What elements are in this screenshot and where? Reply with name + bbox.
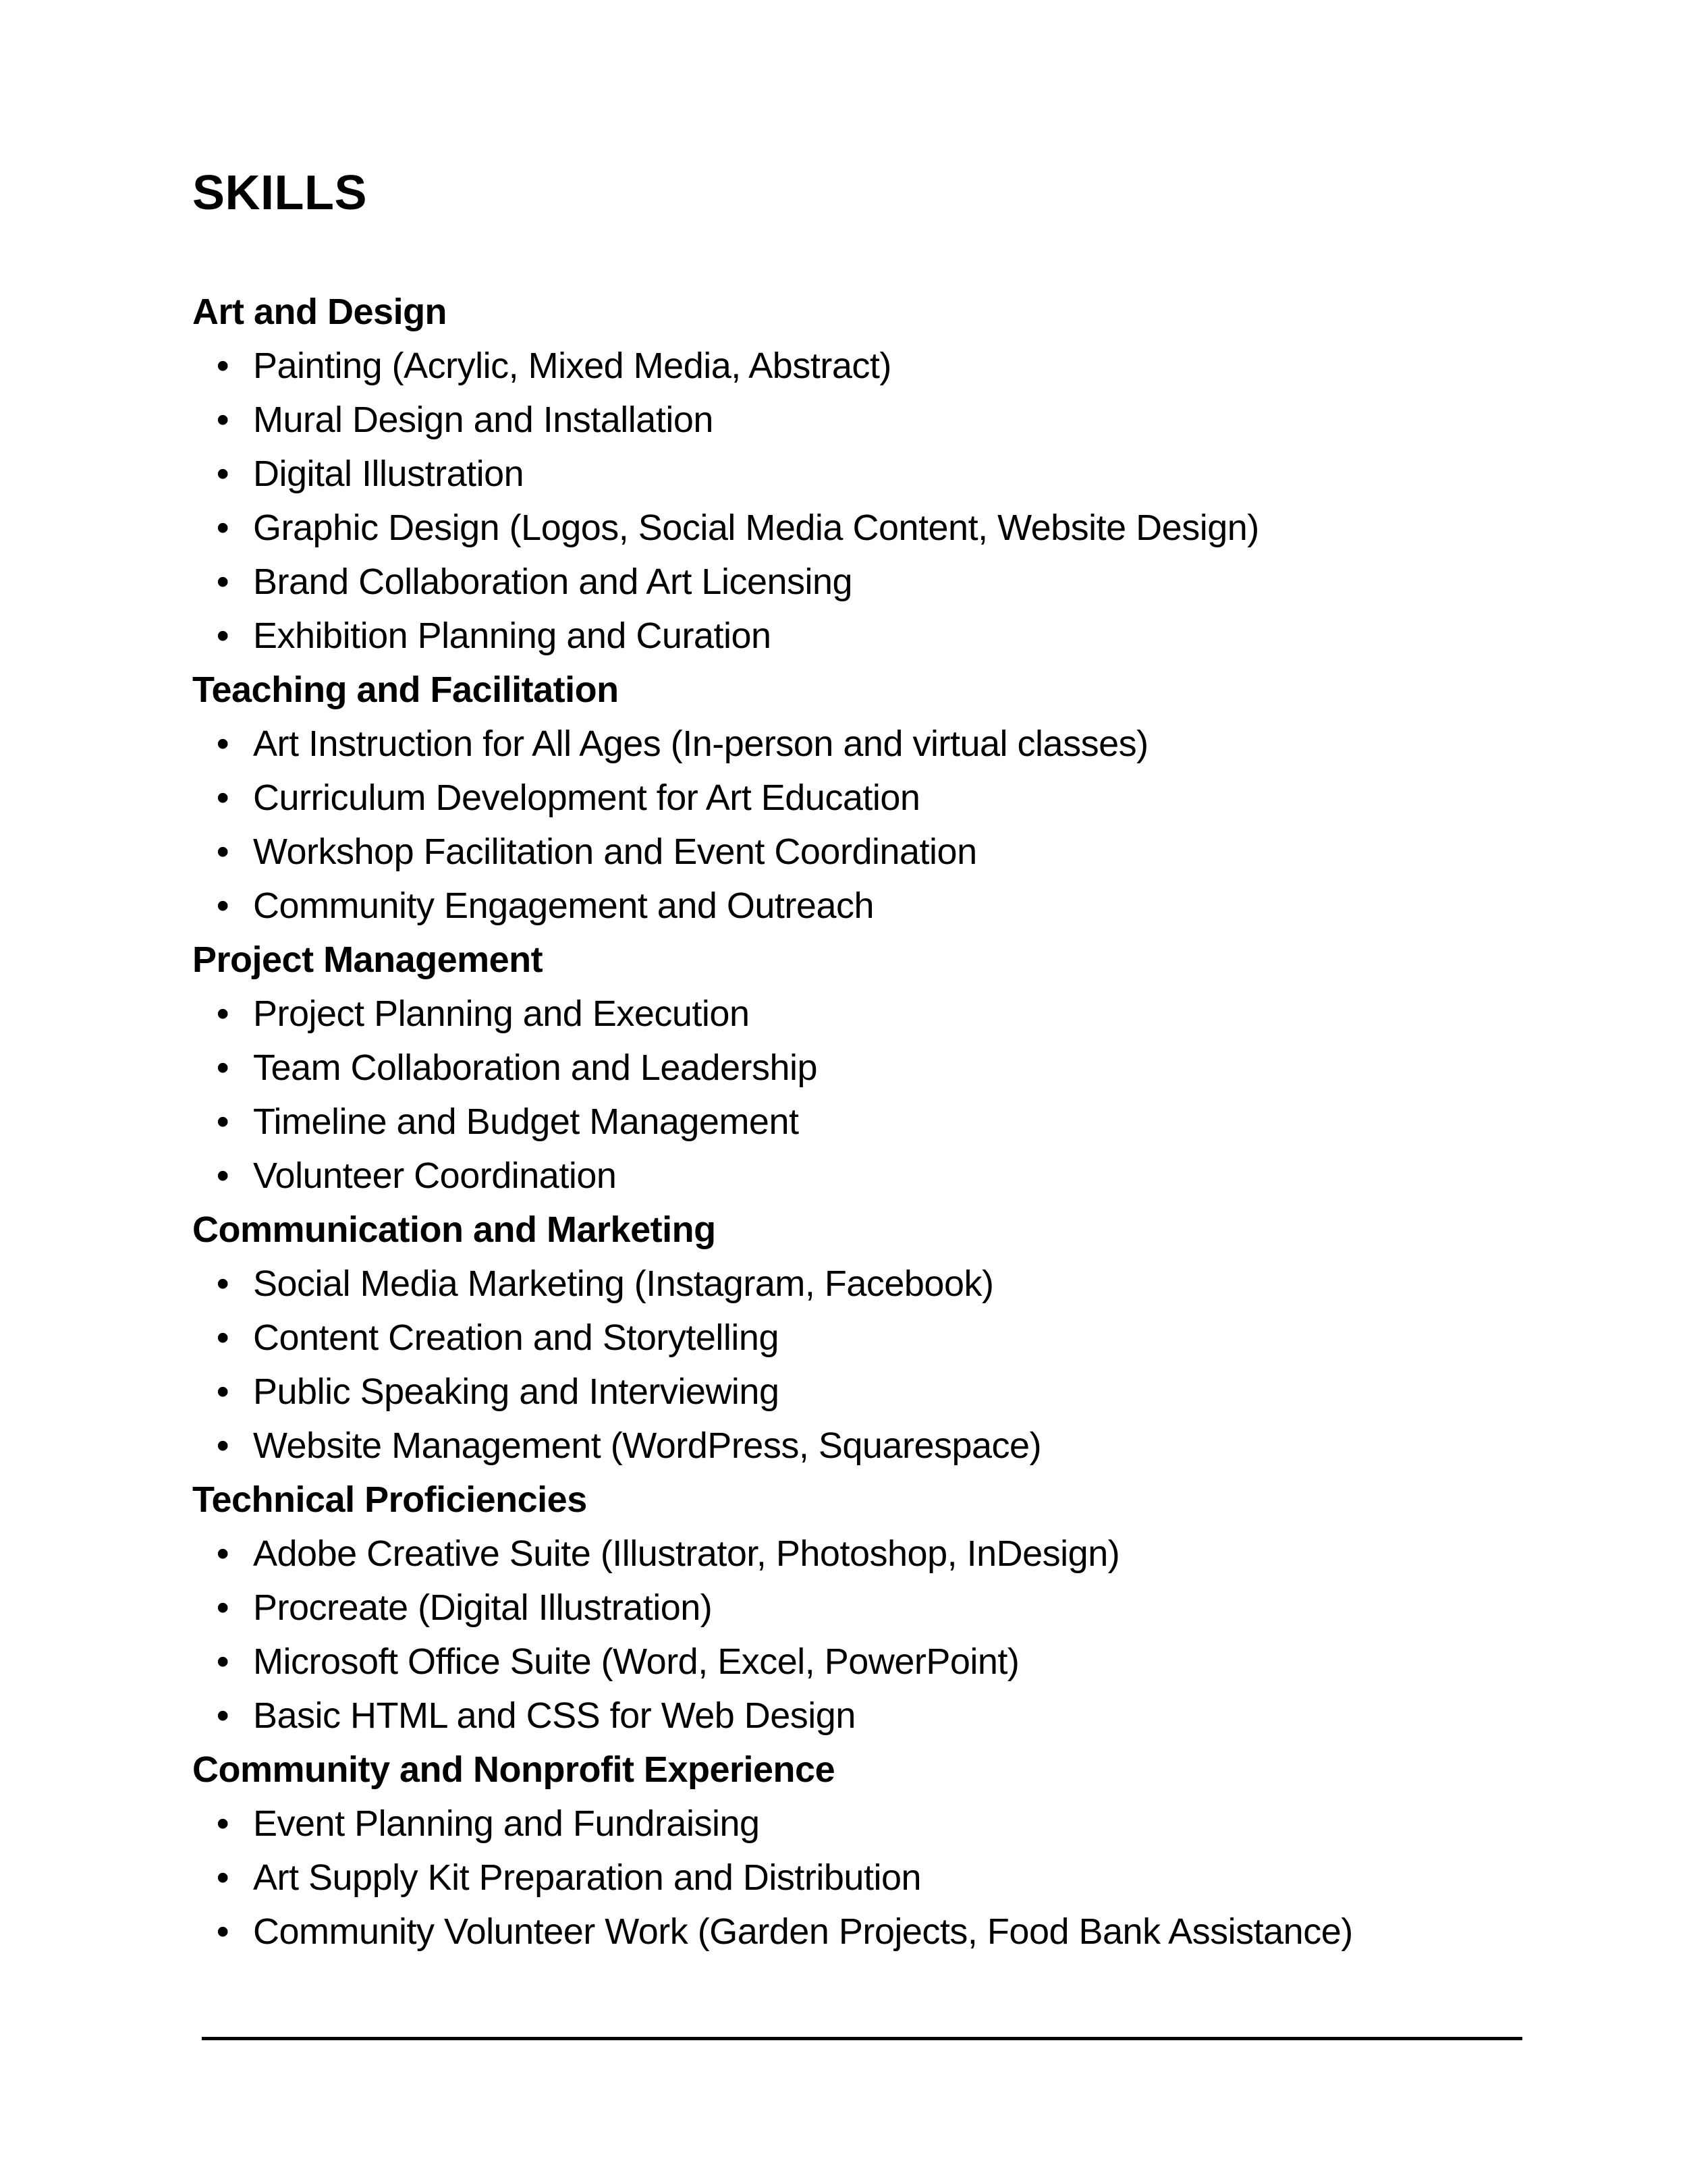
skill-item — [192, 1797, 1522, 1851]
skill-text: Website Management (WordPress, Squarespace) — [253, 1425, 1042, 1466]
skill-item — [192, 1419, 1522, 1473]
skill-item — [192, 987, 1522, 1041]
skill-text: Graphic Design (Logos, Social Media Content, Website Design) — [253, 508, 1259, 548]
bullet-icon: • — [216, 1911, 229, 1952]
bullet-icon: • — [216, 1317, 229, 1358]
skill-item — [192, 1257, 1522, 1311]
skill-text: Art Instruction for All Ages (In-person and virtual classes) — [253, 724, 1149, 764]
skill-item — [192, 1581, 1522, 1635]
skill-item — [192, 1635, 1522, 1689]
skill-text: Workshop Facilitation and Event Coordination — [253, 831, 977, 872]
skill-text: Exhibition Planning and Curation — [253, 616, 771, 656]
bullet-icon: • — [216, 1155, 229, 1196]
skill-text: Adobe Creative Suite (Illustrator, Photoshop, InDesign) — [253, 1533, 1120, 1574]
skill-text: Timeline and Budget Management — [253, 1101, 799, 1142]
skill-item — [192, 1041, 1522, 1095]
skill-text: Digital Illustration — [253, 454, 524, 494]
skills-list-art-and-design — [192, 339, 1522, 663]
bullet-icon: • — [216, 777, 229, 818]
bullet-icon: • — [216, 1803, 229, 1844]
bullet-icon: • — [216, 993, 229, 1034]
skill-text: Community Engagement and Outreach — [253, 885, 875, 926]
skill-text: Public Speaking and Interviewing — [253, 1371, 779, 1412]
skill-text: Project Planning and Execution — [253, 993, 750, 1034]
skill-text: Basic HTML and CSS for Web Design — [253, 1695, 856, 1736]
skill-item — [192, 447, 1522, 501]
skills-list-communication-and-marketing — [192, 1257, 1522, 1473]
skill-text: Procreate (Digital Illustration) — [253, 1587, 713, 1628]
bullet-icon: • — [216, 1101, 229, 1142]
bullet-icon: • — [216, 400, 229, 440]
skill-text: Social Media Marketing (Instagram, Facebook) — [253, 1263, 994, 1304]
skill-item — [192, 1365, 1522, 1419]
bullet-icon: • — [216, 454, 229, 494]
bullet-icon: • — [216, 885, 229, 926]
skill-text: Event Planning and Fundraising — [253, 1803, 760, 1844]
page-title: SKILLS — [192, 166, 368, 220]
bullet-icon: • — [216, 1425, 229, 1466]
bullet-icon: • — [216, 508, 229, 548]
skill-item — [192, 1851, 1522, 1905]
section-heading-teaching-and-facilitation: Teaching and Facilitation — [192, 670, 619, 710]
bullet-icon: • — [216, 1371, 229, 1412]
skill-text: Microsoft Office Suite (Word, Excel, PowerPoint) — [253, 1641, 1020, 1682]
skill-text: Community Volunteer Work (Garden Projects, Food Bank Assistance) — [253, 1911, 1353, 1952]
skill-item — [192, 501, 1522, 555]
skills-list-technical-proficiencies — [192, 1527, 1522, 1743]
bullet-icon: • — [216, 1857, 229, 1898]
skill-item — [192, 1905, 1522, 1959]
bullet-icon: • — [216, 1641, 229, 1682]
skill-text: Volunteer Coordination — [253, 1155, 617, 1196]
section-heading-community-and-nonprofit-experience: Community and Nonprofit Experience — [192, 1749, 835, 1790]
bullet-icon: • — [216, 616, 229, 656]
skill-item — [192, 771, 1522, 825]
bullet-icon: • — [216, 1533, 229, 1574]
skill-item — [192, 609, 1522, 663]
skill-item — [192, 1095, 1522, 1149]
skill-text: Team Collaboration and Leadership — [253, 1047, 818, 1088]
skill-text: Painting (Acrylic, Mixed Media, Abstract) — [253, 346, 891, 386]
footer-divider — [202, 2037, 1522, 2040]
skill-item — [192, 555, 1522, 609]
skill-text: Content Creation and Storytelling — [253, 1317, 779, 1358]
bullet-icon: • — [216, 1695, 229, 1736]
section-heading-communication-and-marketing: Communication and Marketing — [192, 1209, 716, 1250]
section-heading-project-management: Project Management — [192, 939, 543, 980]
bullet-icon: • — [216, 346, 229, 386]
skill-item — [192, 879, 1522, 933]
skill-item — [192, 717, 1522, 771]
bullet-icon: • — [216, 1263, 229, 1304]
skill-item — [192, 1527, 1522, 1581]
section-heading-technical-proficiencies: Technical Proficiencies — [192, 1479, 587, 1520]
bullet-icon: • — [216, 1587, 229, 1628]
skill-item — [192, 1689, 1522, 1743]
skill-text: Curriculum Development for Art Education — [253, 777, 920, 818]
skill-item — [192, 393, 1522, 447]
bullet-icon: • — [216, 724, 229, 764]
skill-item — [192, 339, 1522, 393]
skills-list-teaching-and-facilitation — [192, 717, 1522, 933]
bullet-icon: • — [216, 831, 229, 872]
bullet-icon: • — [216, 1047, 229, 1088]
skill-item — [192, 825, 1522, 879]
section-heading-art-and-design: Art and Design — [192, 292, 447, 332]
skills-list-community-and-nonprofit-experience — [192, 1797, 1522, 1959]
skill-item — [192, 1149, 1522, 1203]
skills-list-project-management — [192, 987, 1522, 1203]
bullet-icon: • — [216, 562, 229, 602]
skill-item — [192, 1311, 1522, 1365]
skill-text: Mural Design and Installation — [253, 400, 713, 440]
skill-text: Art Supply Kit Preparation and Distribution — [253, 1857, 922, 1898]
skill-text: Brand Collaboration and Art Licensing — [253, 562, 853, 602]
